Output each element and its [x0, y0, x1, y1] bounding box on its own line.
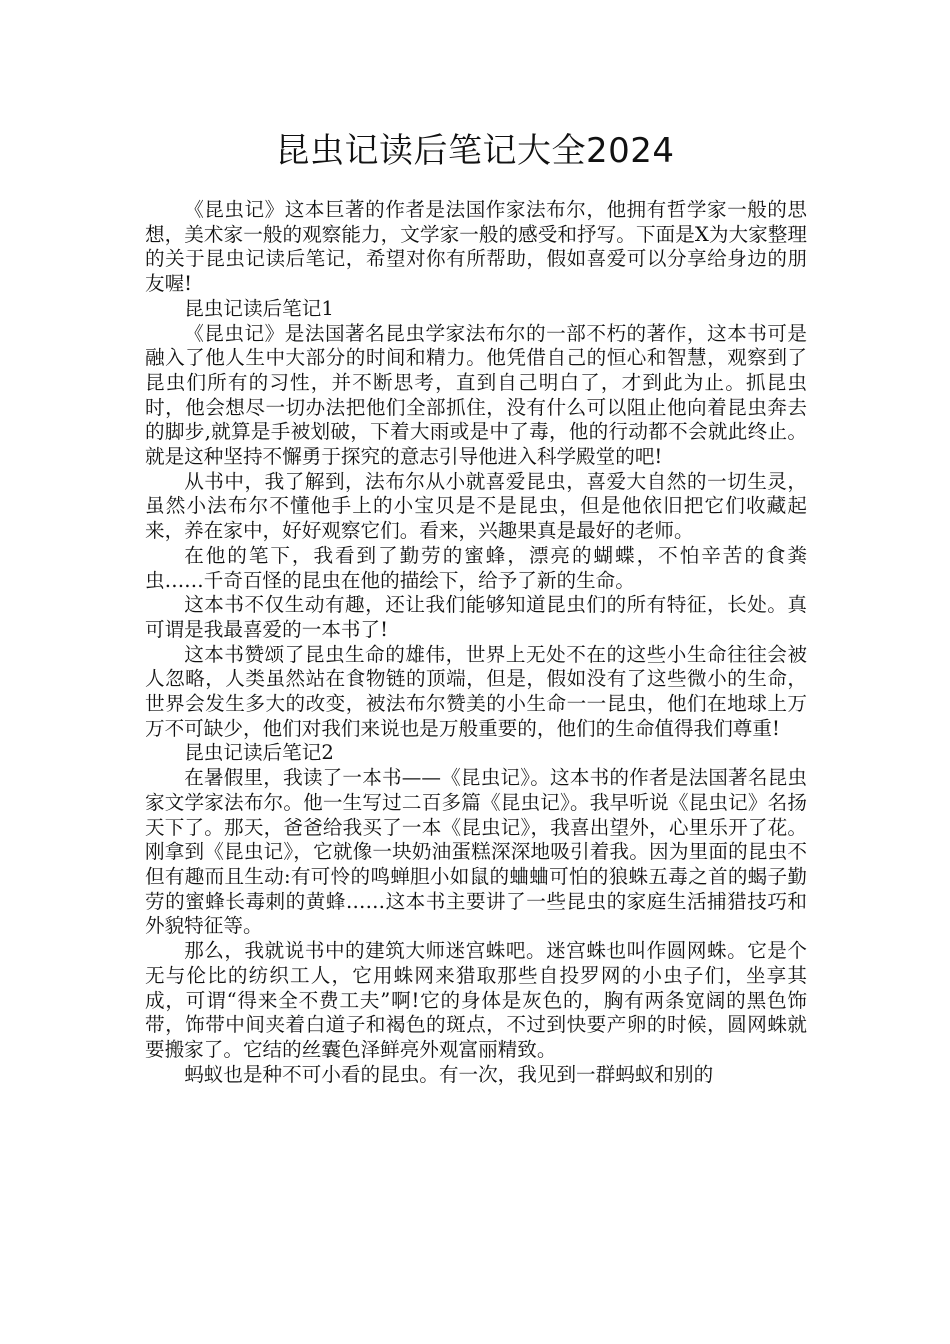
paragraph: 在暑假里，我读了一本书——《昆虫记》。这本书的作者是法国著名昆虫家文学家法布尔。他一生写过二百多篇《昆虫记》。我早听说《昆虫记》名扬天下了。那天，爸爸给我买了一本《昆虫记》，我喜出望外，心里乐开了花。刚拿到《昆虫记》，它就像一块奶油蛋糕深深地吸引着我。因为里面的昆虫不但有趣而且生动:有可怜的鸣蝉胆小如鼠的蛐蛐可怕的狼蛛五毒之首的蝎子勤劳的蜜蜂长毒刺的黄蜂……这本书主要讲了一些昆虫的家庭生活捕猎技巧和外貌特征等。: [145, 766, 807, 938]
paragraph: 这本书不仅生动有趣，还让我们能够知道昆虫们的所有特征，长处。真可谓是我最喜爱的一本书了!: [145, 593, 807, 641]
paragraph: 从书中，我了解到，法布尔从小就喜爱昆虫，喜爱大自然的一切生灵，虽然小法布尔不懂他手上的小宝贝是不是昆虫，但是他依旧把它们收藏起来，养在家中，好好观察它们。看来，兴趣果真是最好的老师。: [145, 469, 807, 543]
document-body: [145, 198, 807, 1087]
paragraph-intro: 《昆虫记》这本巨著的作者是法国作家法布尔，他拥有哲学家一般的思想，美术家一般的观察能力，文学家一般的感受和抒写。下面是X为大家整理的关于昆虫记读后笔记，希望对你有所帮助，假如喜爱可以分享给身边的朋友喔!: [145, 198, 807, 296]
paragraph: 那么，我就说书中的建筑大师迷宫蛛吧。迷宫蛛也叫作圆网蛛。它是个无与伦比的纺织工人，它用蛛网来猎取那些自投罗网的小虫子们，坐享其成，可谓“得来全不费工夫”啊!它的身体是灰色的，胸有两条宽阔的黑色饰带，饰带中间夹着白道子和褐色的斑点，不过到快要产卵的时候，圆网蛛就要搬家了。它结的丝囊色泽鲜亮外观富丽精致。: [145, 939, 807, 1061]
paragraph: 蚂蚁也是种不可小看的昆虫。有一次，我见到一群蚂蚁和别的: [184, 1062, 714, 1086]
paragraph: 这本书赞颂了昆虫生命的雄伟，世界上无处不在的这些小生命往往会被人忽略，人类虽然站在食物链的顶端，但是，假如没有了这些微小的生命，世界会发生多大的改变，被法布尔赞美的小生命一一昆虫，他们在地球上万万不可缺少，他们对我们来说也是万般重要的，他们的生命值得我们尊重!: [145, 642, 807, 740]
section-heading-1: 昆虫记读后笔记1: [184, 296, 334, 320]
paragraph: 《昆虫记》是法国著名昆虫学家法布尔的一部不朽的著作，这本书可是融入了他人生中大部分的时间和精力。他凭借自己的恒心和智慧，观察到了昆虫们所有的习性，并不断思考，直到自己明白了，才到此为止。抓昆虫时，他会想尽一切办法把他们全部抓住，没有什么可以阻止他向着昆虫奔去的脚步,就算是手被划破，下着大雨或是中了毒，他的行动都不会就此终止。就是这种坚持不懈勇于探究的意志引导他进入科学殿堂的吧!: [145, 321, 807, 469]
section-heading-2: 昆虫记读后笔记2: [184, 741, 334, 765]
document-title: 昆虫记读后笔记大全2024: [275, 131, 675, 171]
paragraph: 在他的笔下，我看到了勤劳的蜜蜂，漂亮的蝴蝶，不怕辛苦的食粪虫……千奇百怪的昆虫在他的描绘下，给予了新的生命。: [145, 543, 807, 592]
